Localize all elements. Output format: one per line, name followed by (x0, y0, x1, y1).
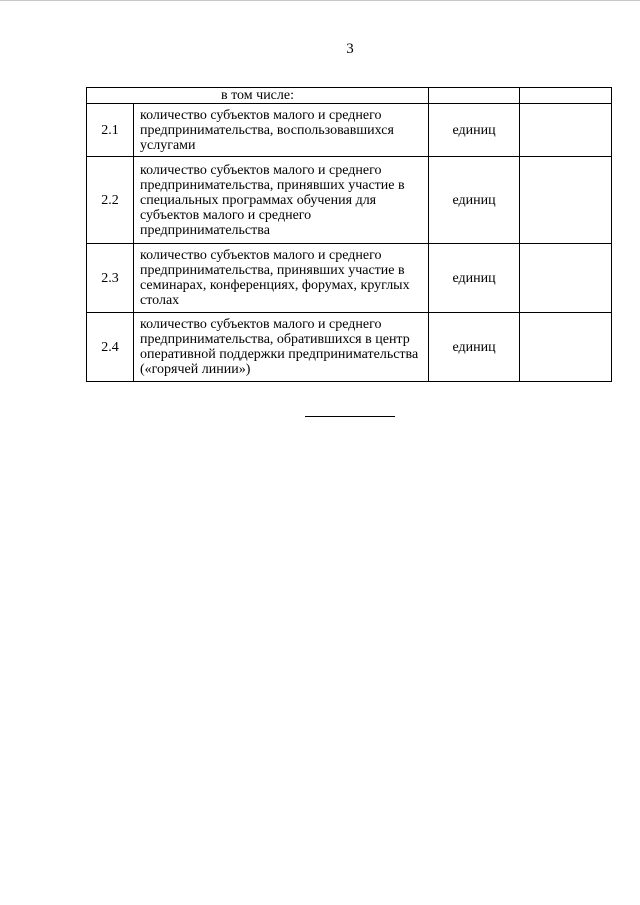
indicators-table (86, 87, 612, 382)
unit-header-cell (429, 88, 520, 104)
table-row (87, 104, 612, 157)
value-cell (520, 157, 612, 244)
value-header-cell (520, 88, 612, 104)
page-number: 3 (346, 41, 354, 57)
end-of-document-line (305, 416, 395, 417)
table-row (87, 157, 612, 244)
row-number-cell: 2.1 (87, 104, 134, 157)
indicator-description-cell: количество субъектов малого и среднего предпринимательства, воспользовавшихся услугами (134, 104, 429, 157)
row-number-cell: 2.3 (87, 244, 134, 313)
value-cell (520, 104, 612, 157)
unit-cell: единиц (429, 157, 520, 244)
table-row (87, 313, 612, 382)
unit-cell: единиц (429, 313, 520, 382)
unit-cell: единиц (429, 244, 520, 313)
unit-cell: единиц (429, 104, 520, 157)
subgroup-header-cell: в том числе: (87, 88, 429, 104)
indicator-description-cell: количество субъектов малого и среднего предпринимательства, принявших участие в семинарах, конференциях, форумах, круглых столах (134, 244, 429, 313)
row-number-cell: 2.4 (87, 313, 134, 382)
indicator-description-cell: количество субъектов малого и среднего предпринимательства, обратившихся в центр оперативной поддержки предпринимательства («горячей линии») (134, 313, 429, 382)
indicator-description-cell: количество субъектов малого и среднего предпринимательства, принявших участие в специальных программах обучения для субъектов малого и среднего предпринимательства (134, 157, 429, 244)
table-header-row (87, 88, 612, 104)
table-row (87, 244, 612, 313)
page-top-edge-line (0, 0, 640, 1)
value-cell (520, 313, 612, 382)
row-number-cell: 2.2 (87, 157, 134, 244)
value-cell (520, 244, 612, 313)
